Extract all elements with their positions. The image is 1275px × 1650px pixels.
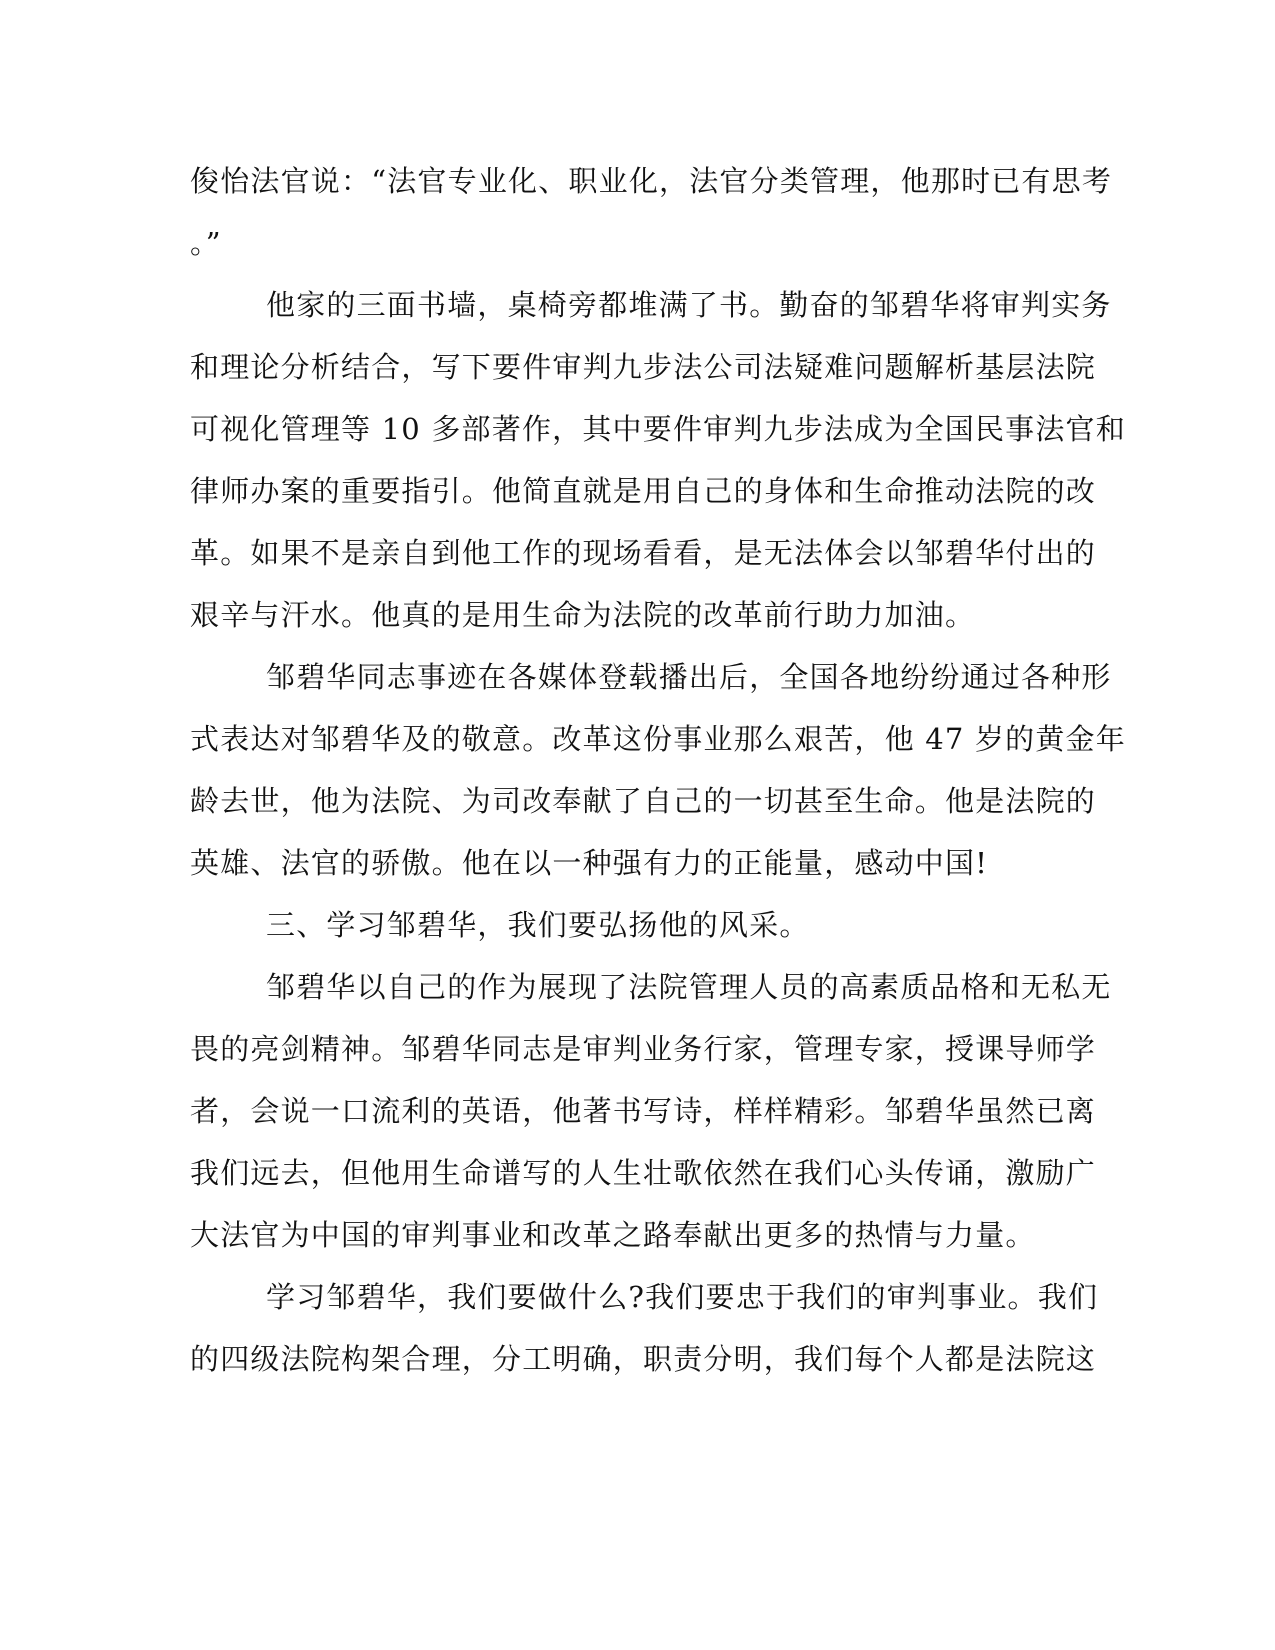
paragraph-start-line: 他家的三面书墙，桌椅旁都堆满了书。勤奋的邹碧华将审判实务 (266, 288, 1112, 322)
document-body (190, 150, 1126, 1390)
text-line: 龄去世，他为法院、为司改奉献了自己的一切甚至生命。他是法院的 (190, 784, 1097, 818)
text-line: 英雄、法官的骄傲。他在以一种强有力的正能量，感动中国! (190, 846, 989, 880)
text-line: 可视化管理等 10 多部著作，其中要件审判九步法成为全国民事法官和 (190, 412, 1126, 446)
text-line: 。” (190, 226, 222, 260)
text-line: 律师办案的重要指引。他简直就是用自己的身体和生命推动法院的改 (190, 474, 1097, 508)
text-line: 大法官为中国的审判事业和改革之路奉献出更多的热情与力量。 (190, 1218, 1036, 1252)
paragraph-start-line: 学习邹碧华，我们要做什么?我们要忠于我们的审判事业。我们 (266, 1280, 1099, 1314)
text-line: 和理论分析结合，写下要件审判九步法公司法疑难问题解析基层法院 (190, 350, 1097, 384)
text-line: 的四级法院构架合理，分工明确，职责分明，我们每个人都是法院这 (190, 1342, 1097, 1376)
text-line: 艰辛与汗水。他真的是用生命为法院的改革前行助力加油。 (190, 598, 976, 632)
text-line: 我们远去，但他用生命谱写的人生壮歌依然在我们心头传诵，激励广 (190, 1156, 1097, 1190)
text-line: 式表达对邹碧华及的敬意。改革这份事业那么艰苦，他 47 岁的黄金年 (190, 722, 1126, 756)
text-line: 者，会说一口流利的英语，他著书写诗，样样精彩。邹碧华虽然已离 (190, 1094, 1097, 1128)
section-heading: 三、学习邹碧华，我们要弘扬他的风采。 (266, 908, 810, 942)
text-line: 俊怡法官说：“法官专业化、职业化，法官分类管理，他那时已有思考 (190, 164, 1113, 198)
text-line: 畏的亮剑精神。邹碧华同志是审判业务行家，管理专家，授课导师学 (190, 1032, 1097, 1066)
paragraph-start-line: 邹碧华以自己的作为展现了法院管理人员的高素质品格和无私无 (266, 970, 1112, 1004)
paragraph-start-line: 邹碧华同志事迹在各媒体登载播出后，全国各地纷纷通过各种形 (266, 660, 1112, 694)
text-line: 革。如果不是亲自到他工作的现场看看，是无法体会以邹碧华付出的 (190, 536, 1097, 570)
